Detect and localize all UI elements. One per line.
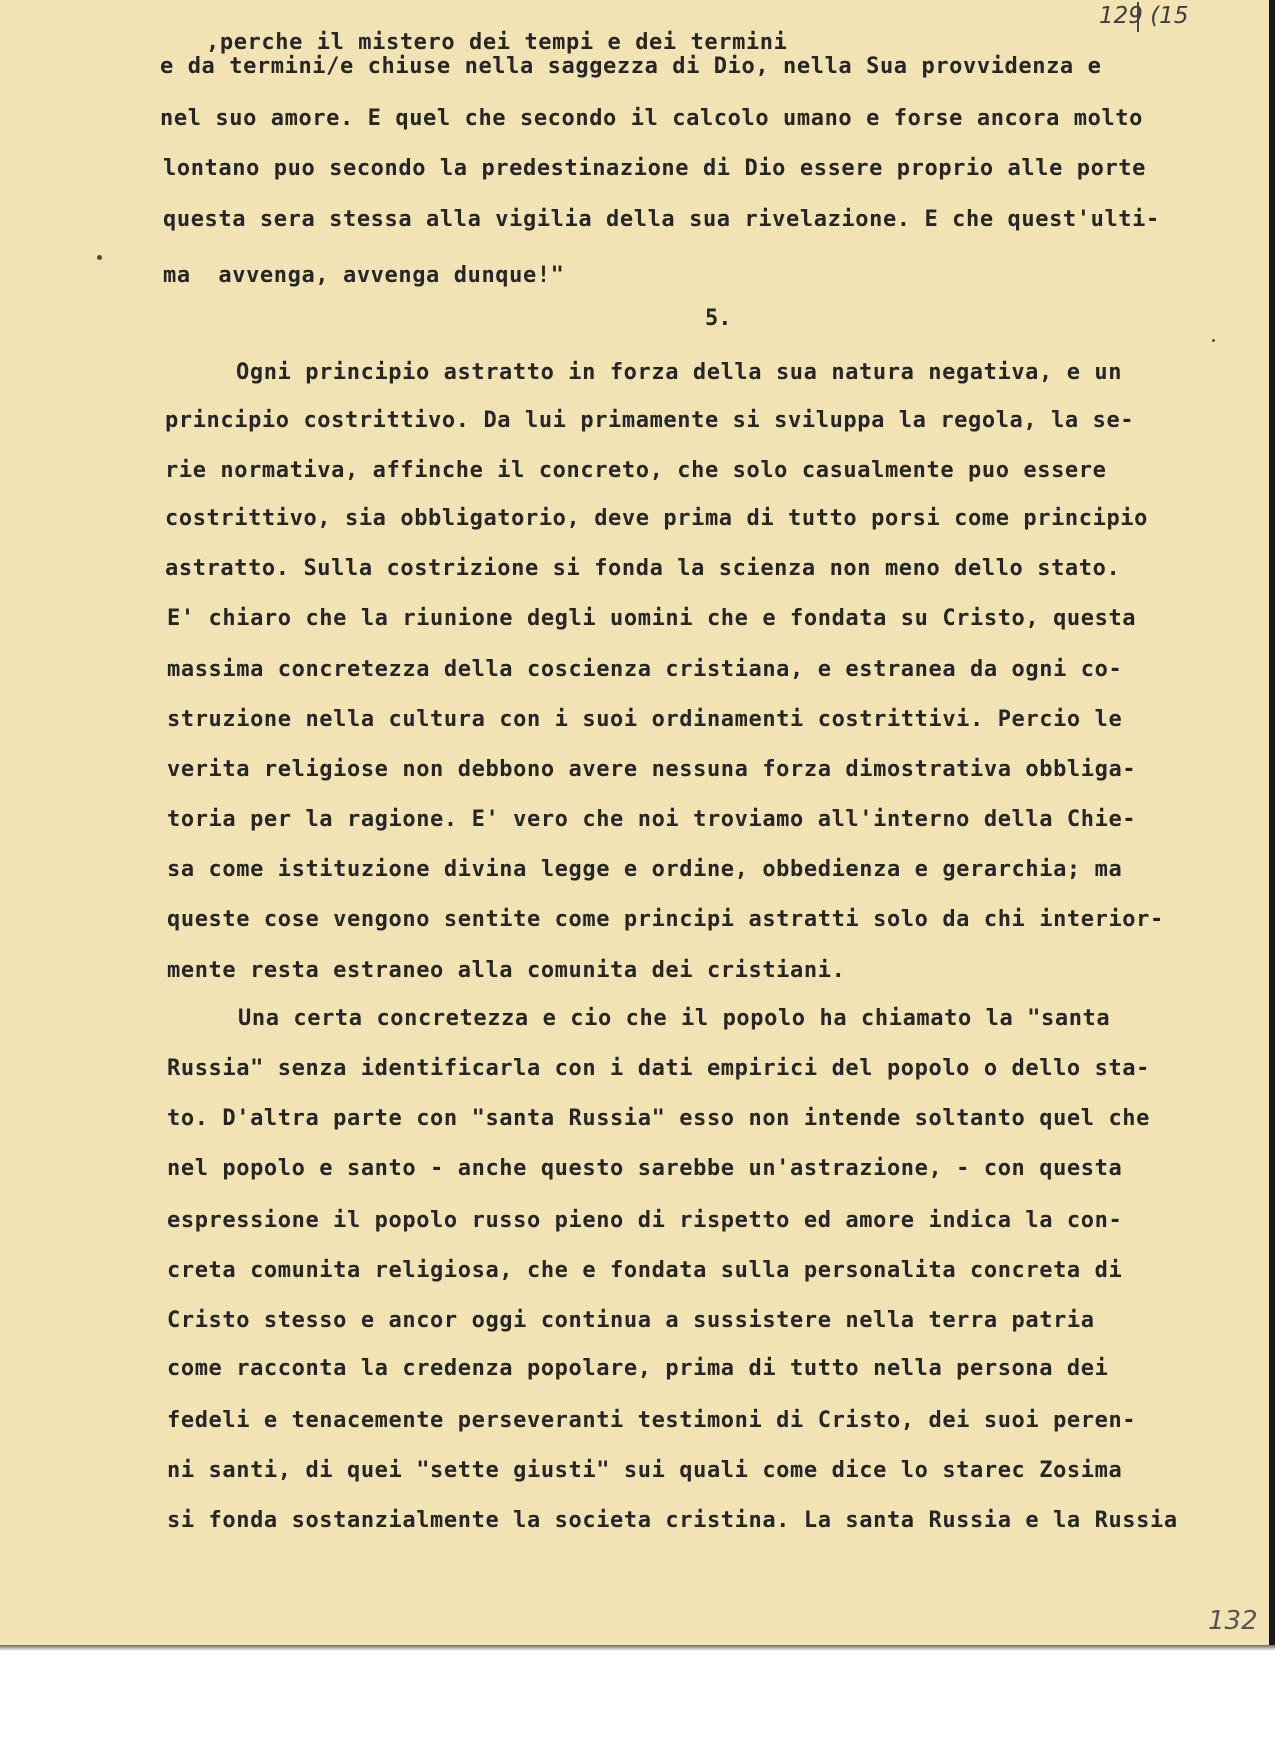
paper-speck [97, 255, 102, 260]
text-line: ma avvenga, avvenga dunque!" [163, 263, 565, 288]
text-line: ni santi, di quei "sette giusti" sui quali come dice lo starec Zosima [167, 1458, 1123, 1483]
text-line: toria per la ragione. E' vero che noi troviamo all'interno della Chie- [167, 807, 1137, 832]
text-line: fedeli e tenacemente perseveranti testimoni di Cristo, dei suoi peren- [167, 1408, 1137, 1433]
text-line: Ogni principio astratto in forza della sua natura negativa, e un [236, 360, 1123, 385]
text-line: Una certa concretezza e cio che il popolo ha chiamato la "santa [238, 1006, 1111, 1031]
text-line: e da termini/e chiuse nella saggezza di Dio, nella Sua provvidenza e [160, 54, 1102, 79]
text-line: nel popolo e santo - anche questo sarebbe un'astrazione, - con questa [167, 1156, 1123, 1181]
text-line: costrittivo, sia obbligatorio, deve prima di tutto porsi come principio [165, 506, 1149, 531]
page-shadow [0, 1645, 1275, 1651]
page-edge [1269, 0, 1275, 1645]
text-line: principio costrittivo. Da lui primamente si sviluppa la regola, la se- [165, 408, 1135, 433]
folio-number: 129 (15 [1099, 3, 1189, 29]
text-line: come racconta la credenza popolare, prima di tutto nella persona dei [167, 1356, 1109, 1381]
text-line: struzione nella cultura con i suoi ordinamenti costrittivi. Percio le [167, 707, 1123, 732]
folio-bracket [1137, 2, 1143, 32]
text-line: Russia" senza identificarla con i dati empirici del popolo o dello sta- [167, 1056, 1151, 1081]
text-line: Cristo stesso e ancor oggi continua a sussistere nella terra patria [167, 1308, 1095, 1333]
text-line: creta comunita religiosa, che e fondata sulla personalita concreta di [167, 1258, 1123, 1283]
text-line: espressione il popolo russo pieno di rispetto ed amore indica la con- [167, 1208, 1123, 1233]
paper-speck [1212, 339, 1215, 342]
text-line: nel suo amore. E quel che secondo il calcolo umano e forse ancora molto [160, 106, 1144, 131]
text-line: to. D'altra parte con "santa Russia" esso non intende soltanto quel che [167, 1106, 1151, 1131]
text-line: questa sera stessa alla vigilia della sua rivelazione. E che quest'ulti- [163, 207, 1160, 232]
text-line: massima concretezza della coscienza cristiana, e estranea da ogni co- [167, 657, 1123, 682]
text-line: astratto. Sulla costrizione si fonda la scienza non meno dello stato. [165, 556, 1121, 581]
text-line: queste cose vengono sentite come principi astratti solo da chi interior- [167, 907, 1164, 932]
text-line: E' chiaro che la riunione degli uomini che e fondata su Cristo, questa [167, 606, 1137, 631]
text-line: verita religiose non debbono avere nessuna forza dimostrativa obbliga- [167, 757, 1137, 782]
page-mark: 132 [1208, 1606, 1258, 1636]
text-line: ,perche il mistero dei tempi e dei termini [206, 30, 788, 55]
text-line: lontano puo secondo la predestinazione di Dio essere proprio alle porte [163, 156, 1147, 181]
text-line: mente resta estraneo alla comunita dei cristiani. [167, 958, 846, 983]
section-number: 5. [705, 306, 732, 331]
text-line: rie normativa, affinche il concreto, che solo casualmente puo essere [165, 458, 1107, 483]
text-line: sa come istituzione divina legge e ordine, obbedienza e gerarchia; ma [167, 857, 1123, 882]
text-line: si fonda sostanzialmente la societa cristina. La santa Russia e la Russia [167, 1508, 1178, 1533]
